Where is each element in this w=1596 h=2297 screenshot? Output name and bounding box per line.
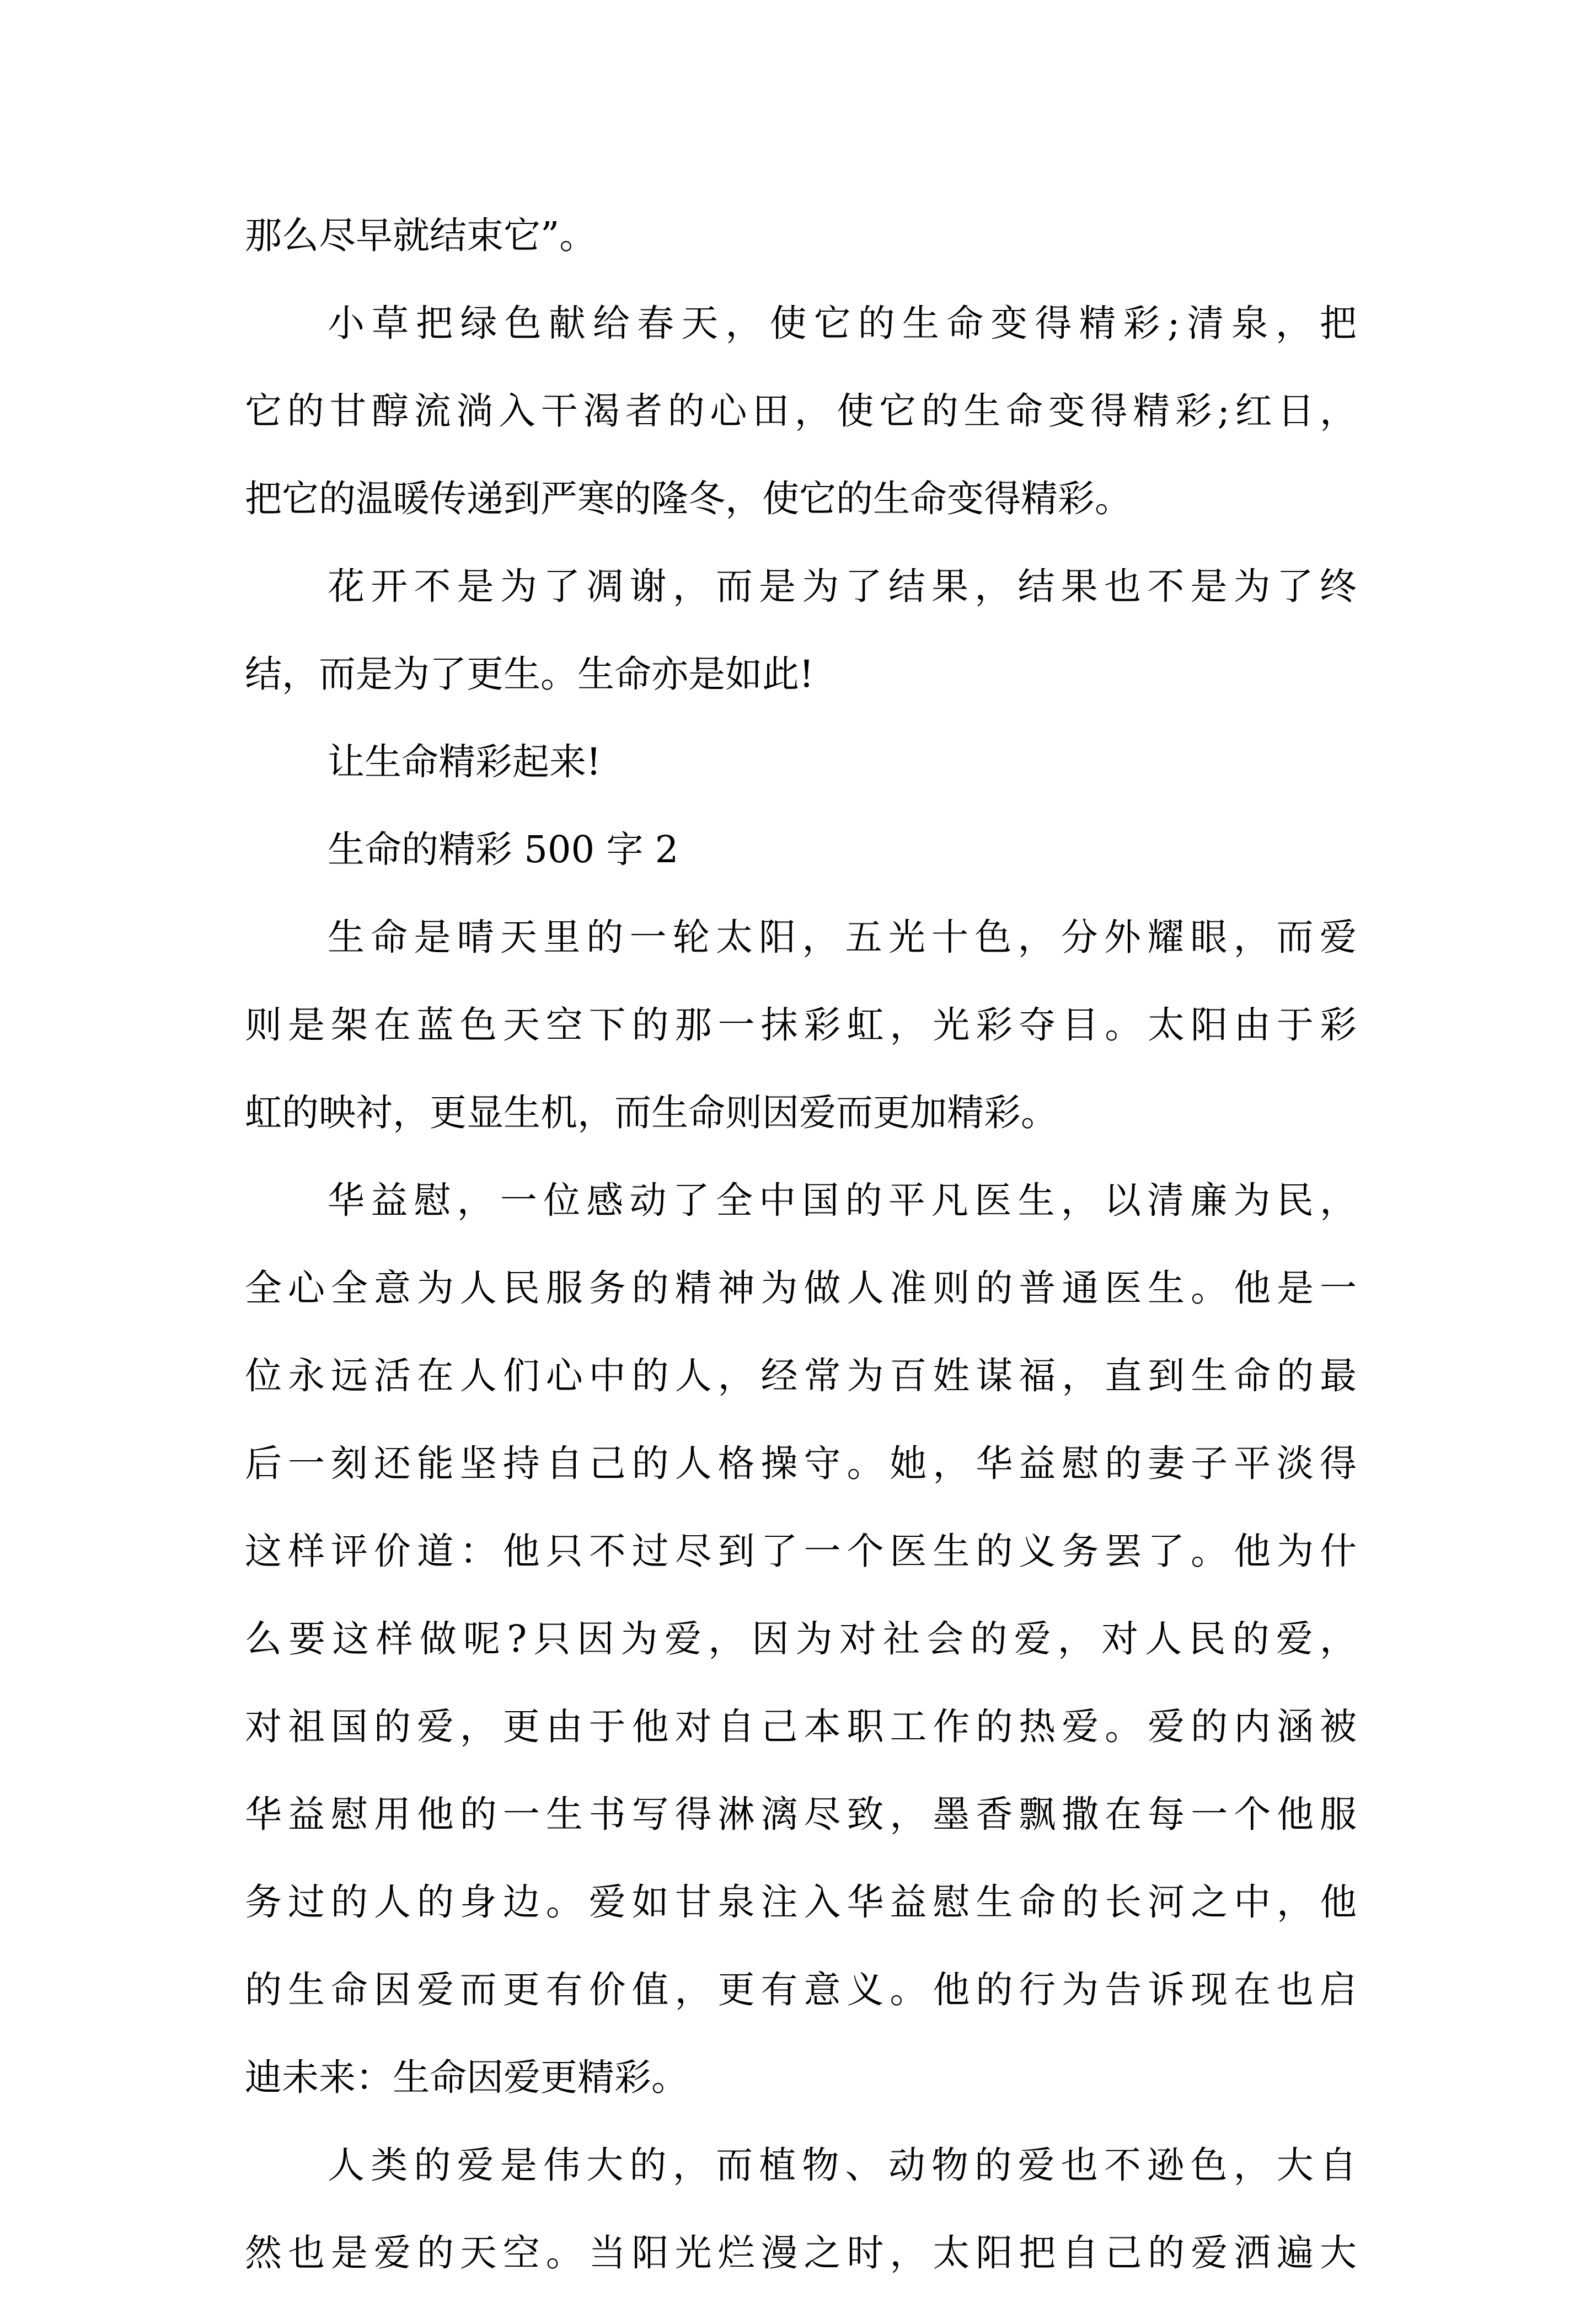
text-line: 华益慰用他的一生书写得淋漓尽致，墨香飘撒在每一个他服 — [245, 1793, 1357, 1836]
text-line: 结，而是为了更生。生命亦是如此! — [245, 653, 814, 696]
text-line: 虹的映衬，更显生机，而生命则因爱而更加精彩。 — [245, 1091, 1058, 1134]
paragraph-first-line: 生命是晴天里的一轮太阳，五光十色，分外耀眼，而爱 — [328, 916, 1357, 959]
text-line: 全心全意为人民服务的精神为做人准则的普通医生。他是一 — [245, 1267, 1357, 1310]
text-line: 它的甘醇流淌入干渴者的心田，使它的生命变得精彩;红日， — [245, 389, 1357, 432]
text-line: 把它的温暖传递到严寒的隆冬，使它的生命变得精彩。 — [245, 477, 1132, 520]
paragraph-first-line: 人类的爱是伟大的，而植物、动物的爱也不逊色，大自 — [328, 2144, 1357, 2187]
text-line: 后一刻还能坚持自己的人格操守。她，华益慰的妻子平淡得 — [245, 1442, 1357, 1485]
text-line: 对祖国的爱，更由于他对自己本职工作的热爱。爱的内涵被 — [245, 1705, 1357, 1748]
paragraph-first-line: 花开不是为了凋谢，而是为了结果，结果也不是为了终 — [328, 565, 1357, 608]
text-line: 则是架在蓝色天空下的那一抹彩虹，光彩夺目。太阳由于彩 — [245, 1003, 1357, 1046]
document-body — [245, 192, 1357, 2297]
section-heading: 生命的精彩 500 字 2 — [328, 828, 679, 871]
text-line: 么要这样做呢?只因为爱，因为对社会的爱，对人民的爱， — [245, 1617, 1357, 1660]
text-line: 这样评价道：他只不过尽到了一个医生的义务罢了。他为什 — [245, 1530, 1357, 1573]
text-line: 然也是爱的天空。当阳光烂漫之时，太阳把自己的爱洒遍大 — [245, 2231, 1357, 2274]
text-line: 的生命因爱而更有价值，更有意义。他的行为告诉现在也启 — [245, 1968, 1357, 2011]
text-line: 迪未来：生命因爱更精彩。 — [245, 2056, 688, 2099]
paragraph-first-line: 让生命精彩起来! — [328, 740, 601, 783]
text-line: 位永远活在人们心中的人，经常为百姓谋福，直到生命的最 — [245, 1354, 1357, 1397]
paragraph-first-line: 小草把绿色献给春天，使它的生命变得精彩;清泉，把 — [328, 302, 1357, 345]
paragraph-first-line: 华益慰，一位感动了全中国的平凡医生，以清廉为民， — [328, 1179, 1357, 1222]
text-line: 那么尽早就结束它”。 — [245, 214, 597, 257]
text-line: 务过的人的身边。爱如甘泉注入华益慰生命的长河之中，他 — [245, 1881, 1357, 1924]
